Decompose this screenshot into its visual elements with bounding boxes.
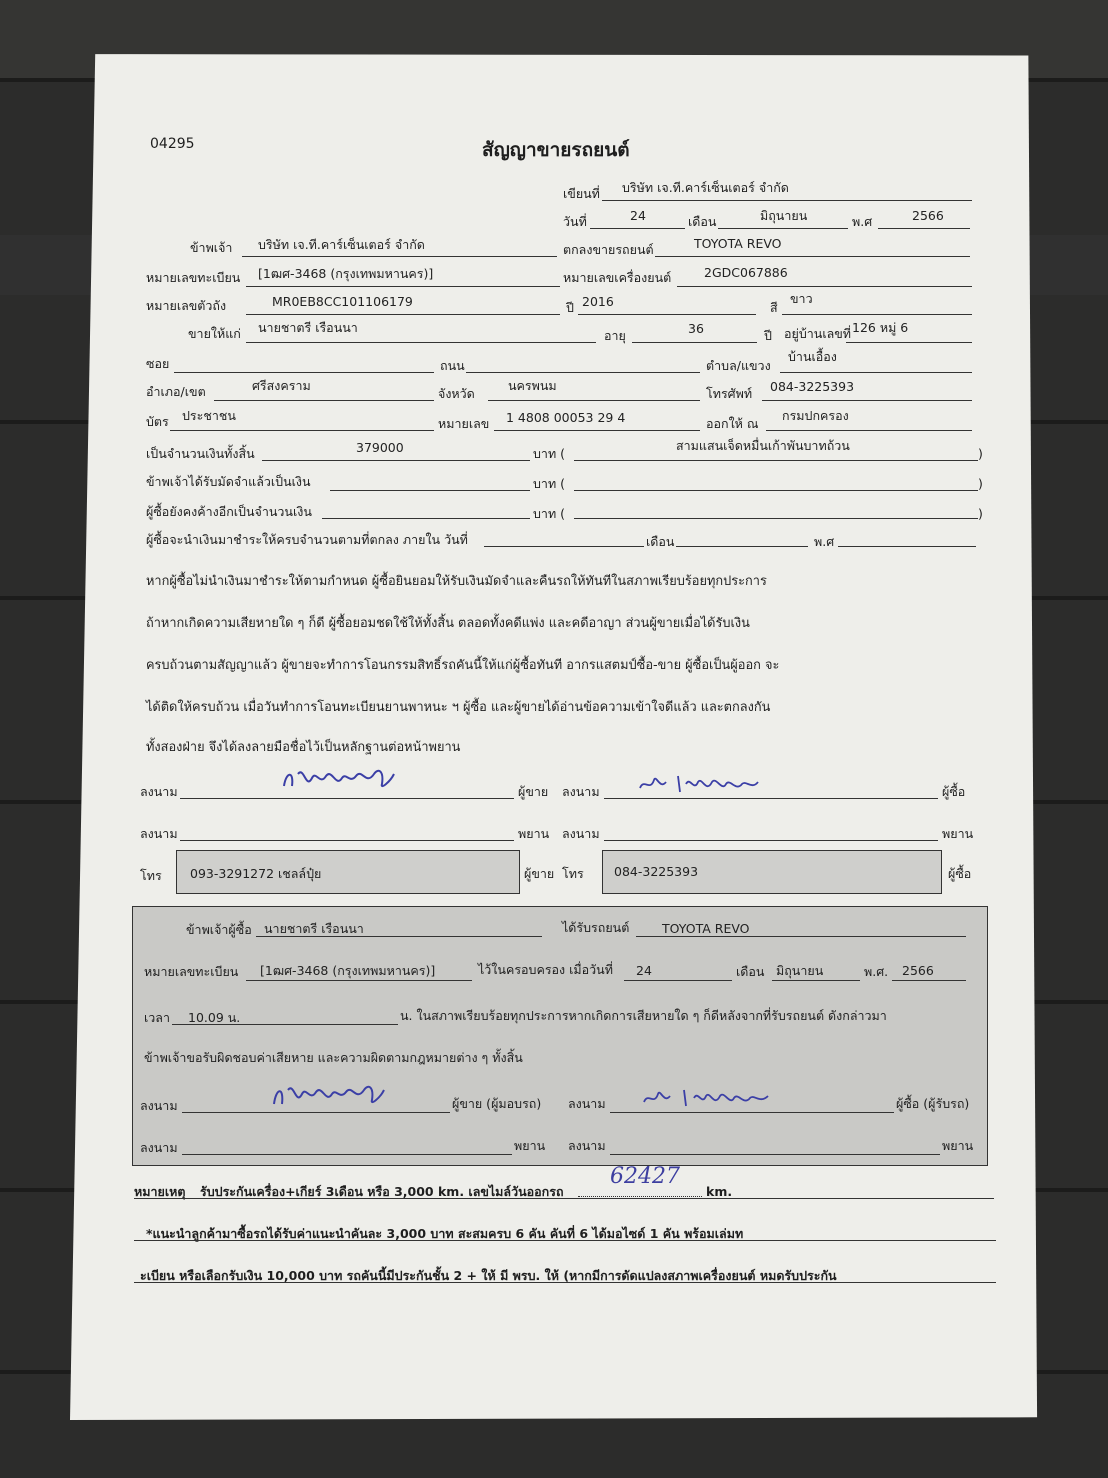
engine-no-value: 2GDC067886 <box>704 265 788 280</box>
mileage-unit: km. <box>706 1184 733 1199</box>
buyer-signature <box>636 768 776 798</box>
witness2-sign-line <box>604 840 938 841</box>
possession-day: 24 <box>636 963 652 978</box>
deposit-words-line <box>574 490 978 491</box>
footnote-line-1: *แนะนำลูกค้ามาซื้อรถได้รับค่าแนะนำคันละ 3,000 บาท สะสมครบ 6 คัน คันที่ 6 ได้มอไซด์ 1 คัน พร้อมเล่มท <box>146 1226 744 1241</box>
receipt-buyer-label: ข้าพเจ้าผู้ซื้อ <box>186 922 252 937</box>
buyer-line <box>246 342 596 343</box>
total-label: เป็นจำนวนเงินทั้งสิ้น <box>146 446 255 461</box>
road-label: ถนน <box>440 358 465 373</box>
house-no-line <box>846 342 972 343</box>
soi-line <box>174 372 434 373</box>
terms-line-4: ได้ติดให้ครบถ้วน เมื่อวันทำการโอนทะเบียนยานพาหนะ ฯ ผู้ซื้อ และผู้ขายได้อ่านข้อความเข้าใจดีแล้ว และตกลงกัน <box>146 700 771 715</box>
deposit-line <box>330 490 530 491</box>
color-line <box>782 314 972 315</box>
witness1-sign-line <box>180 840 514 841</box>
document-title: สัญญาขายรถยนต์ <box>482 139 630 161</box>
chassis-no-value: MR0EB8CC101106179 <box>272 294 413 309</box>
seller-sign-line <box>180 798 514 799</box>
possession-year: 2566 <box>902 963 934 978</box>
receipt-section <box>132 906 988 1166</box>
seller-signature <box>280 760 420 796</box>
province-value: นครพนม <box>508 378 557 393</box>
terms-line-2: ถ้าหากเกิดความเสียหายใด ๆ ก็ดี ผู้ซื้อยอมชดใช้ให้ทั้งสิ้น ตลอดทั้งคดีแพ่ง และคดีอาญา ส่วนผู้ขายเมื่อได้รับเงิน <box>146 616 750 631</box>
receipt-buyer-sign-label: ลงนาม <box>568 1096 606 1111</box>
receipt-witness1-role: พยาน <box>514 1138 546 1153</box>
receipt-reg-label: หมายเลขทะเบียน <box>144 964 239 979</box>
seller-tel-value: 093-3291272 เชลล์ปุ๋ย <box>190 866 322 881</box>
seller-role: ผู้ขาย <box>518 784 549 799</box>
pay-by-month-line <box>676 546 808 547</box>
written-at-value: บริษัท เจ.ที.คาร์เซ็นเตอร์ จำกัด <box>622 180 789 195</box>
province-label: จังหวัด <box>438 386 475 401</box>
receipt-witness1-line <box>182 1154 512 1155</box>
witness2-sign-label: ลงนาม <box>562 826 600 841</box>
issued-by-label: ออกให้ ณ <box>706 416 759 431</box>
possession-label: ไว้ในครอบครอง เมื่อวันที่ <box>478 962 613 977</box>
receipt-seller-signature <box>270 1076 400 1112</box>
seller-tel-role: ผู้ขาย <box>524 866 555 881</box>
total-close-paren: ) <box>978 446 983 461</box>
car-model-label: ตกลงขายรถยนต์ <box>563 242 654 257</box>
remark-underline <box>134 1198 994 1199</box>
remaining-close-paren: ) <box>978 506 983 521</box>
receipt-seller-role: ผู้ขาย (ผู้มอบรถ) <box>452 1096 542 1111</box>
buyer-tel-label: โทร <box>562 866 584 881</box>
registration-label: หมายเลขทะเบียน <box>146 270 241 285</box>
chassis-no-label: หมายเลขตัวถัง <box>146 298 227 313</box>
district-label: อำเภอ/เขต <box>146 384 206 399</box>
deposit-close-paren: ) <box>978 476 983 491</box>
receipt-buyer-role: ผู้ซื้อ (ผู้รับรถ) <box>896 1096 970 1111</box>
date-month-label: เดือน <box>688 214 717 229</box>
witness1-sign-label: ลงนาม <box>140 826 178 841</box>
car-year-label: ปี <box>566 300 574 315</box>
buyer-role: ผู้ซื้อ <box>942 784 966 799</box>
terms-line-5: ทั้งสองฝ่าย จึงได้ลงลายมือชื่อไว้เป็นหลักฐานต่อหน้าพยาน <box>146 740 461 755</box>
phone-line <box>762 400 972 401</box>
receipt-reg-line <box>246 980 472 981</box>
house-no-value: 126 หมู่ 6 <box>852 320 909 335</box>
terms-line-1: หากผู้ซื้อไม่นำเงินมาชำระให้ตามกำหนด ผู้ซื้อยินยอมให้รับเงินมัดจำและคืนรถให้ทันทีในสภาพเรียบร้อยทุกประการ <box>146 574 767 589</box>
district-line <box>214 400 434 401</box>
receipt-buyer-sign-line <box>610 1112 894 1113</box>
witness2-role: พยาน <box>942 826 974 841</box>
receipt-witness2-line <box>610 1154 940 1155</box>
receipt-time-label: เวลา <box>144 1010 170 1025</box>
seller-value: บริษัท เจ.ที.คาร์เซ็นเตอร์ จำกัด <box>258 237 425 252</box>
engine-no-label: หมายเลขเครื่องยนต์ <box>563 270 672 285</box>
engine-no-line <box>677 286 972 287</box>
issued-by-value: กรมปกครอง <box>782 408 849 423</box>
card-value: ประชาชน <box>182 408 236 423</box>
received-car-label: ได้รับรถยนต์ <box>562 920 630 935</box>
received-car-value: TOYOTA REVO <box>662 921 750 936</box>
possession-month: มิถุนายน <box>776 963 824 978</box>
card-no-line <box>494 430 700 431</box>
car-model-value: TOYOTA REVO <box>694 236 782 251</box>
receipt-buyer-signature <box>640 1082 790 1112</box>
mileage-line <box>578 1196 702 1197</box>
date-day: 24 <box>630 208 646 223</box>
district-value: ศรีสงคราม <box>252 378 311 393</box>
chassis-no-line <box>246 314 560 315</box>
color-value: ขาว <box>790 291 813 306</box>
total-words-line <box>574 460 978 461</box>
buyer-sign-line <box>604 798 938 799</box>
subdistrict-value: บ้านเอื้อง <box>788 349 837 364</box>
remaining-words-line <box>574 518 978 519</box>
total-words: สามแสนเจ็ดหมื่นเก้าพันบาทถ้วน <box>676 438 850 453</box>
pay-by-year-line <box>838 546 976 547</box>
age-unit: ปี <box>764 328 772 343</box>
soi-label: ซอย <box>146 356 170 371</box>
deposit-unit: บาท ( <box>533 476 566 491</box>
footnote-line-1-underline <box>134 1240 996 1241</box>
buyer-tel-role: ผู้ซื้อ <box>948 866 972 881</box>
document-number: 04295 <box>150 136 195 152</box>
deposit-label: ข้าพเจ้าได้รับมัดจำแล้วเป็นเงิน <box>146 474 311 489</box>
receipt-time-value: 10.09 น. <box>188 1010 241 1025</box>
total-value: 379000 <box>356 440 404 455</box>
card-label: บัตร <box>146 414 169 429</box>
possession-year-label: พ.ศ. <box>864 964 889 979</box>
receipt-clause-1: น. ในสภาพเรียบร้อยทุกประการหากเกิดการเสียหายใด ๆ ก็ดีหลังจากที่รับรถยนต์ ดังกล่าวมา <box>400 1008 887 1023</box>
pay-by-day-line <box>484 546 644 547</box>
possession-month-line <box>772 980 860 981</box>
seller-label: ข้าพเจ้า <box>190 240 233 255</box>
age-line <box>632 342 757 343</box>
province-line <box>488 400 700 401</box>
phone-value: 084-3225393 <box>770 379 855 394</box>
phone-label: โทรศัพท์ <box>706 386 753 401</box>
receipt-clause-2: ข้าพเจ้าขอรับผิดชอบค่าเสียหาย และความผิดตามกฎหมายต่าง ๆ ทั้งสิ้น <box>144 1050 523 1065</box>
color-label: สี <box>770 300 778 315</box>
date-year-line <box>878 228 970 229</box>
pay-by-month-label: เดือน <box>646 534 675 549</box>
receipt-witness2-label: ลงนาม <box>568 1138 606 1153</box>
remark-label: หมายเหตุ <box>134 1184 186 1199</box>
total-line <box>262 460 530 461</box>
seller-tel-label: โทร <box>140 868 162 883</box>
card-no-value: 1 4808 00053 29 4 <box>506 410 626 425</box>
subdistrict-label: ตำบล/แขวง <box>706 358 771 373</box>
age-label: อายุ <box>604 328 626 343</box>
date-day-label: วันที่ <box>563 214 587 229</box>
date-month: มิถุนายน <box>760 208 808 223</box>
date-year: 2566 <box>912 208 944 223</box>
receipt-reg-value: [1ฒศ-3468 (กรุงเทพมหานคร)] <box>260 963 436 978</box>
remark-text: รับประกันเครื่อง+เกียร์ 3เดือน หรือ 3,000 km. เลขไมล์วันออกรถ <box>200 1184 564 1199</box>
date-day-line <box>590 228 685 229</box>
pay-by-year-label: พ.ศ <box>814 534 835 549</box>
receipt-buyer-value: นายชาตรี เรือนนา <box>264 921 364 936</box>
terms-line-3: ครบถ้วนตามสัญญาแล้ว ผู้ขายจะทำการโอนกรรมสิทธิ์รถคันนี้ให้แก่ผู้ซื้อทันที อากรแสตมป์ซื้อ-ขาย ผู้ซื้อเป็นผู้ออก จะ <box>146 658 780 673</box>
age-value: 36 <box>688 321 704 336</box>
witness1-role: พยาน <box>518 826 550 841</box>
card-line <box>170 430 434 431</box>
receipt-seller-sign-line <box>182 1112 450 1113</box>
buyer-value: นายชาตรี เรือนนา <box>258 320 358 335</box>
mileage-value: 62427 <box>610 1164 680 1189</box>
registration-value: [1ฒศ-3468 (กรุงเทพมหานคร)] <box>258 266 434 281</box>
receipt-witness1-label: ลงนาม <box>140 1140 178 1155</box>
possession-month-label: เดือน <box>736 964 765 979</box>
written-at-line <box>602 200 972 201</box>
receipt-witness2-role: พยาน <box>942 1138 974 1153</box>
card-no-label: หมายเลข <box>438 416 490 431</box>
footnote-line-2: ะเบียน หรือเลือกรับเงิน 10,000 บาท รถคันนี้มีประกันชั้น 2 + ให้ มี พรบ. ให้ (หากมีการดัดแปลงสภาพเครื่องยนต์ หมดรับประกัน <box>140 1268 837 1283</box>
road-line <box>466 372 700 373</box>
total-unit: บาท ( <box>533 446 566 461</box>
seller-sign-label: ลงนาม <box>140 784 178 799</box>
remaining-unit: บาท ( <box>533 506 566 521</box>
issued-by-line <box>766 430 972 431</box>
buyer-tel-value: 084-3225393 <box>614 864 699 879</box>
pay-by-label: ผู้ซื้อจะนำเงินมาชำระให้ครบจำนวนตามที่ตกลง ภายใน วันที่ <box>146 532 468 547</box>
date-year-label: พ.ศ <box>852 214 873 229</box>
subdistrict-line <box>780 372 972 373</box>
house-no-label: อยู่บ้านเลขที่ <box>784 326 852 341</box>
registration-line <box>246 286 560 287</box>
possession-day-line <box>624 980 732 981</box>
buyer-sign-label: ลงนาม <box>562 784 600 799</box>
car-model-line <box>655 256 970 257</box>
remaining-label: ผู้ซื้อยังคงค้างอีกเป็นจำนวนเงิน <box>146 504 312 519</box>
footnote-line-2-underline <box>134 1282 996 1283</box>
remaining-line <box>322 518 530 519</box>
possession-year-line <box>892 980 966 981</box>
seller-line <box>242 256 557 257</box>
car-year-value: 2016 <box>582 294 614 309</box>
receipt-seller-sign-label: ลงนาม <box>140 1098 178 1113</box>
written-at-label: เขียนที่ <box>563 186 600 201</box>
car-year-line <box>578 314 756 315</box>
date-month-line <box>718 228 848 229</box>
buyer-label: ขายให้แก่ <box>188 326 241 341</box>
